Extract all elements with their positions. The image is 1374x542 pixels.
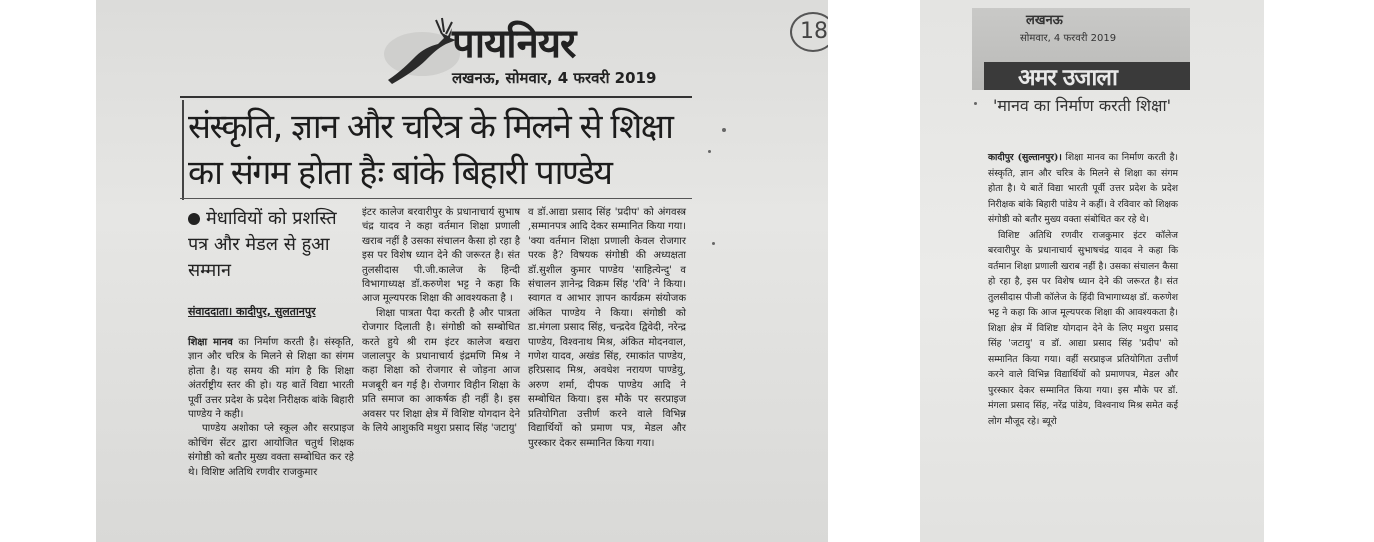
- article-column-2: [362, 206, 520, 437]
- lead-words: कादीपुर (सुल्तानपुर)।: [988, 152, 1062, 163]
- paragraph: का निर्माण करती है। संस्कृति, ज्ञान और चरित्र के मिलने से शिक्षा का संगम होता है। यह समय की मांग है कि शिक्षा अंतर्राष्ट्रीय स्तर की हो। यह बातें विद्या भारती पूर्वी उत्तर प्रदेश के प्रदेश निरीक्षक बांके बिहारी पाण्डेय ने कही।: [188, 337, 354, 421]
- subheadline-text: मेधावियों को प्रशस्ति पत्र और मेडल से हुआ सम्मान: [188, 208, 337, 281]
- bullet-icon: [188, 213, 200, 225]
- article-column-3: [528, 206, 686, 451]
- ink-speck: [708, 150, 711, 153]
- ink-speck: [722, 128, 726, 132]
- headline-rule: [180, 198, 692, 199]
- deer-logo-icon: [382, 14, 462, 86]
- paragraph: शिक्षा मानव का निर्माण करती है। संस्कृति, ज्ञान और चरित्र के मिलने से शिक्षा का संगम होता है। ये बातें विद्या भारती पूर्वी उत्तर प्रदेश के प्रदेश निरीक्षक बांके बिहारी पांडेय ने कहीं। वे रविवार को शिक्षक संगोष्ठी को बतौर मुख्य वक्ता संबोधित कर रहे थे।: [988, 152, 1179, 225]
- ink-speck: [974, 102, 977, 105]
- paragraph: विशिष्ट अतिथि रणवीर राजकुमार इंटर कॉलेज बरवारीपुर के प्रधानाचार्य सुभाषचंद्र यादव ने कहा कि वर्तमान शिक्षा प्रणाली खराब नहीं है। उसका संचालन कैसा हो रहा है, इस पर विशेष ध्यान देने की जरूरत है। संत तुलसीदास पीजी कॉलेज के हिंदी विभागाध्यक्ष डॉ. करुणेश भट्ट ने कहा कि आज मूल्यपरक शिक्षा की आवश्यकता है। शिक्षा क्षेत्र में विशिष्ट योगदान देने के लिए मथुरा प्रसाद सिंह 'जटायु' व डॉ. आद्या प्रसाद सिंह 'प्रदीप' को सम्मानित किया गया। वहीं सरप्राइज प्रतियोगिता उत्तीर्ण करने वाले विभिन्न विद्यार्थियों को प्रमाणपत्र, मेडल और पुरस्कार देकर सम्मानित किया गया। इस मौके पर डॉ. मंगला प्रसाद सिंह, नरेंद्र पांडेय, विश्वनाथ मिश्र समेत कई लोग मौजूद रहे। ब्यूरो: [988, 229, 1178, 427]
- headline-side-rule: [182, 100, 184, 200]
- article-column-1: [188, 336, 354, 480]
- paragraph: पाण्डेय अशोका प्ले स्कूल और सरप्राइज कोचिंग सेंटर द्वारा आयोजित चतुर्थ शिक्षक संगोष्ठी को बतौर मुख्य वक्ता सम्बोधित कर रहे थे। विशिष्ट अतिथि रणवीर राजकुमार: [188, 423, 354, 478]
- article-title: 'मानव का निर्माण करती शिक्षा': [992, 96, 1172, 115]
- headline: संस्कृति, ज्ञान और चरित्र के मिलने से शिक्षा का संगम होता हैः बांके बिहारी पाण्डेय: [188, 107, 673, 193]
- lead-words: शिक्षा मानव: [188, 337, 233, 348]
- article-body: [988, 150, 1178, 429]
- dateline: सोमवार, 4 फरवरी 2019: [1020, 33, 1117, 44]
- byline: संवाददाता। कादीपुर, सुलतानपुर: [188, 305, 316, 318]
- pioneer-clipping: [96, 0, 828, 542]
- city-label: लखनऊ: [1026, 13, 1063, 28]
- masthead-rule: [180, 96, 692, 98]
- masthead-amar-ujala: अमर उजाला: [1018, 65, 1117, 91]
- paragraph: इंटर कालेज बरवारीपुर के प्रधानाचार्य सुभाष चंद्र यादव ने कहा वर्तमान शिक्षा प्रणाली खराब नहीं है उसका संचालन कैसा हो रहा है इस पर विशेष ध्यान देने की जरूरत है। संत तुलसीदास पी.जी.कालेज के हिन्दी विभागाध्यक्ष डॉ.करुणेश भट्ट ने कहा कि आज मूल्यपरक शिक्षा की आवश्यकता है ।: [362, 207, 520, 305]
- ink-speck: [712, 242, 715, 245]
- amar-ujala-clipping: [920, 0, 1264, 542]
- page-number: 18: [790, 12, 828, 52]
- masthead-pioneer: पायनियर: [452, 21, 576, 67]
- paragraph: शिक्षा पात्रता पैदा करती है और पात्रता रोजगार दिलाती है। संगोष्ठी को सम्बोधित करते हुये श्री राम इंटर कालेज बखरा जलालपुर के प्रधानाचार्य इंद्रमणि मिश्र ने कहा शिक्षा को रोजगार से जोड़ना आज मजबूरी बन गई है। रोजगार विहीन शिक्षा के प्रति समाज का आकर्षक ही नहीं है। इस अवसर पर शिक्षा क्षेत्र में विशिष्ट योगदान देने के लिये आशुकवि मथुरा प्रसाद सिंह 'जटायु': [362, 307, 520, 435]
- dateline: लखनऊ, सोमवार, 4 फरवरी 2019: [452, 69, 657, 87]
- subheadline: [188, 206, 348, 284]
- paragraph: व डॉ.आद्या प्रसाद सिंह 'प्रदीप' को अंगवस्त्र ,सम्मानपत्र आदि देकर सम्मानित किया गया। 'क्या वर्तमान शिक्षा प्रणाली केवल रोजगार परक है? विषयक संगोष्ठी की अध्यक्षता डॉ.सुशील कुमार पाण्डेय 'साहित्येन्दु' व संचालन ज्ञानेन्द्र विक्रम सिंह 'रवि' ने किया। स्वागत व आभार ज्ञापन कार्यक्रम संयोजक अंकित पाण्डेय ने किया। संगोष्ठी को डा.मंगला प्रसाद सिंह, चन्द्रदेव द्विवेदी, नरेन्द्र पाण्डेय, विश्वनाथ मिश्र, अंकित मोदनवाल, गणेश यादव, अखंड सिंह, रमाकांत पाण्डेय, हरिप्रसाद मिश्र, अवधेश नरायण पाण्डेयु, अरुण शर्मा, दीपक पाण्डेय आदि ने सम्बोधित किया। इस मौके पर सरप्राइज प्रतियोगिता उत्तीर्ण करने वाले विभिन्न विद्यार्थियों को प्रमाण पत्र, मेडल और पुरस्कार देकर सम्मानित किया गया।: [528, 207, 686, 449]
